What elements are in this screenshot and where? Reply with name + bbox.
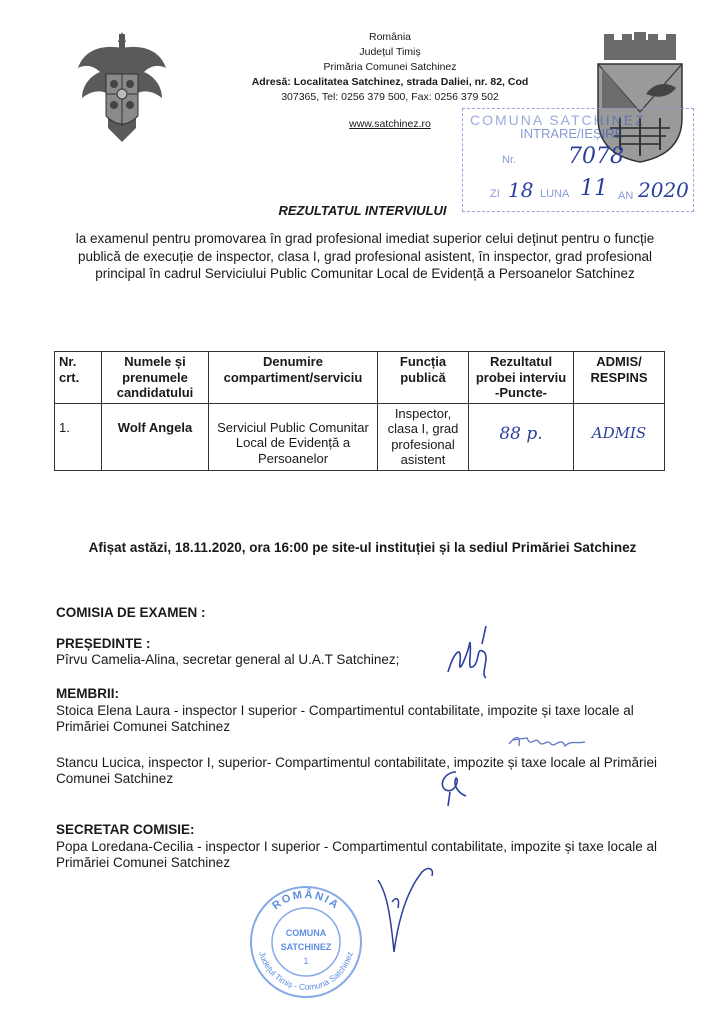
registration-day-value: 18 (508, 178, 534, 202)
results-table (54, 351, 665, 471)
registration-month-label: LUNA (540, 188, 570, 200)
header-score: Rezultatul probei interviu -Puncte- (469, 352, 574, 404)
secretary-heading: SECRETAR COMISIE: (56, 822, 195, 837)
cell-department: Serviciul Public Comunitar Local de Evidență a Persoanelor (209, 403, 378, 470)
secretary-name: Popa Loredana-Cecilia - inspector I superior - Compartimentul contabilitate, impozite și taxe locale al Primăriei Comunei Satchinez (56, 839, 658, 870)
document-title: REZULTATUL INTERVIULUI (278, 203, 447, 218)
posting-notice: Afișat astăzi, 18.11.2020, ora 16:00 pe site-ul instituției și la sediul Primăriei Satchinez (88, 540, 637, 555)
president-name: Pîrvu Camelia-Alina, secretar general al U.A.T Satchinez; (56, 652, 400, 667)
registration-month-value: 11 (580, 176, 608, 201)
registration-day-label: ZI (490, 188, 500, 200)
header-function: Funcția publică (378, 352, 469, 404)
cell-score: 88 p. (469, 403, 574, 470)
round-stamp-center-1: COMUNA (285, 928, 327, 938)
round-stamp-top-text: ROMÂNIA (270, 888, 342, 913)
registration-stamp (462, 108, 694, 212)
president-heading: PREȘEDINTE : (56, 636, 151, 651)
header-name: Numele și prenumele candidatului (102, 352, 209, 404)
registration-year-label: AN (618, 190, 634, 202)
header-result: ADMIS/ RESPINS (574, 352, 665, 404)
member2-signature (426, 766, 474, 810)
cell-result: ADMIS (574, 403, 665, 470)
website-link[interactable]: www.satchinez.ro (349, 118, 431, 130)
header-nr: Nr. crt. (55, 352, 102, 404)
member1-signature (505, 724, 589, 758)
round-stamp-center-2: SATCHINEZ (280, 942, 332, 952)
round-stamp-number: 1 (303, 956, 309, 966)
members-heading: MEMBRII: (56, 686, 119, 701)
registration-stamp-institution: COMUNA SATCHINEZ (470, 112, 646, 128)
commission-title: COMISIA DE EXAMEN : (56, 605, 206, 620)
header-institution: Primăria Comunei Satchinez (323, 61, 457, 73)
document-intro: la examenul pentru promovarea în grad profesional imediat superior celui deținut pentru o funcție publică de execuție de inspector, clasa I, grad profesional asistent, în inspector, grad profesional principal în cadrul Serviciului Public Comunitar Local de Evidență a Persoanelor Satchinez (75, 231, 655, 281)
table-row (55, 403, 665, 470)
registration-year-value: 2020 (638, 178, 689, 202)
secretary-signature (372, 862, 438, 962)
header-department: Denumire compartiment/serviciu (209, 352, 378, 404)
header-address-2: 307365, Tel: 0256 379 500, Fax: 0256 379 502 (281, 91, 499, 103)
header-country: România (368, 31, 412, 43)
member-1: Stoica Elena Laura - inspector I superior - Compartimentul contabilitate, impozite și taxe locale al Primăriei Comunei Satchinez (56, 703, 634, 734)
registration-nr-value: 7078 (568, 144, 624, 169)
header-county: Județul Timiș (359, 46, 421, 58)
cell-nr: 1. (55, 403, 102, 470)
cell-name: Wolf Angela (102, 403, 209, 470)
cell-function: Inspector, clasa I, grad profesional asistent (378, 403, 469, 470)
table-header-row (55, 352, 665, 404)
round-stamp-bottom-text: Județul Timiș - Comuna Satchinez (257, 950, 355, 993)
header-address-1: Adresă: Localitatea Satchinez, strada Daliei, nr. 82, Cod (251, 76, 529, 88)
registration-stamp-type: INTRARE/IEȘIRE (520, 126, 624, 141)
president-signature (440, 622, 500, 686)
round-official-stamp (248, 884, 364, 1000)
registration-nr-label: Nr. (502, 154, 517, 166)
romania-coat-of-arms (72, 28, 172, 146)
member-2: Stancu Lucica, inspector I, superior- Compartimentul contabilitate, impozite și taxe locale al Primăriei Comunei Satchinez (56, 755, 658, 786)
